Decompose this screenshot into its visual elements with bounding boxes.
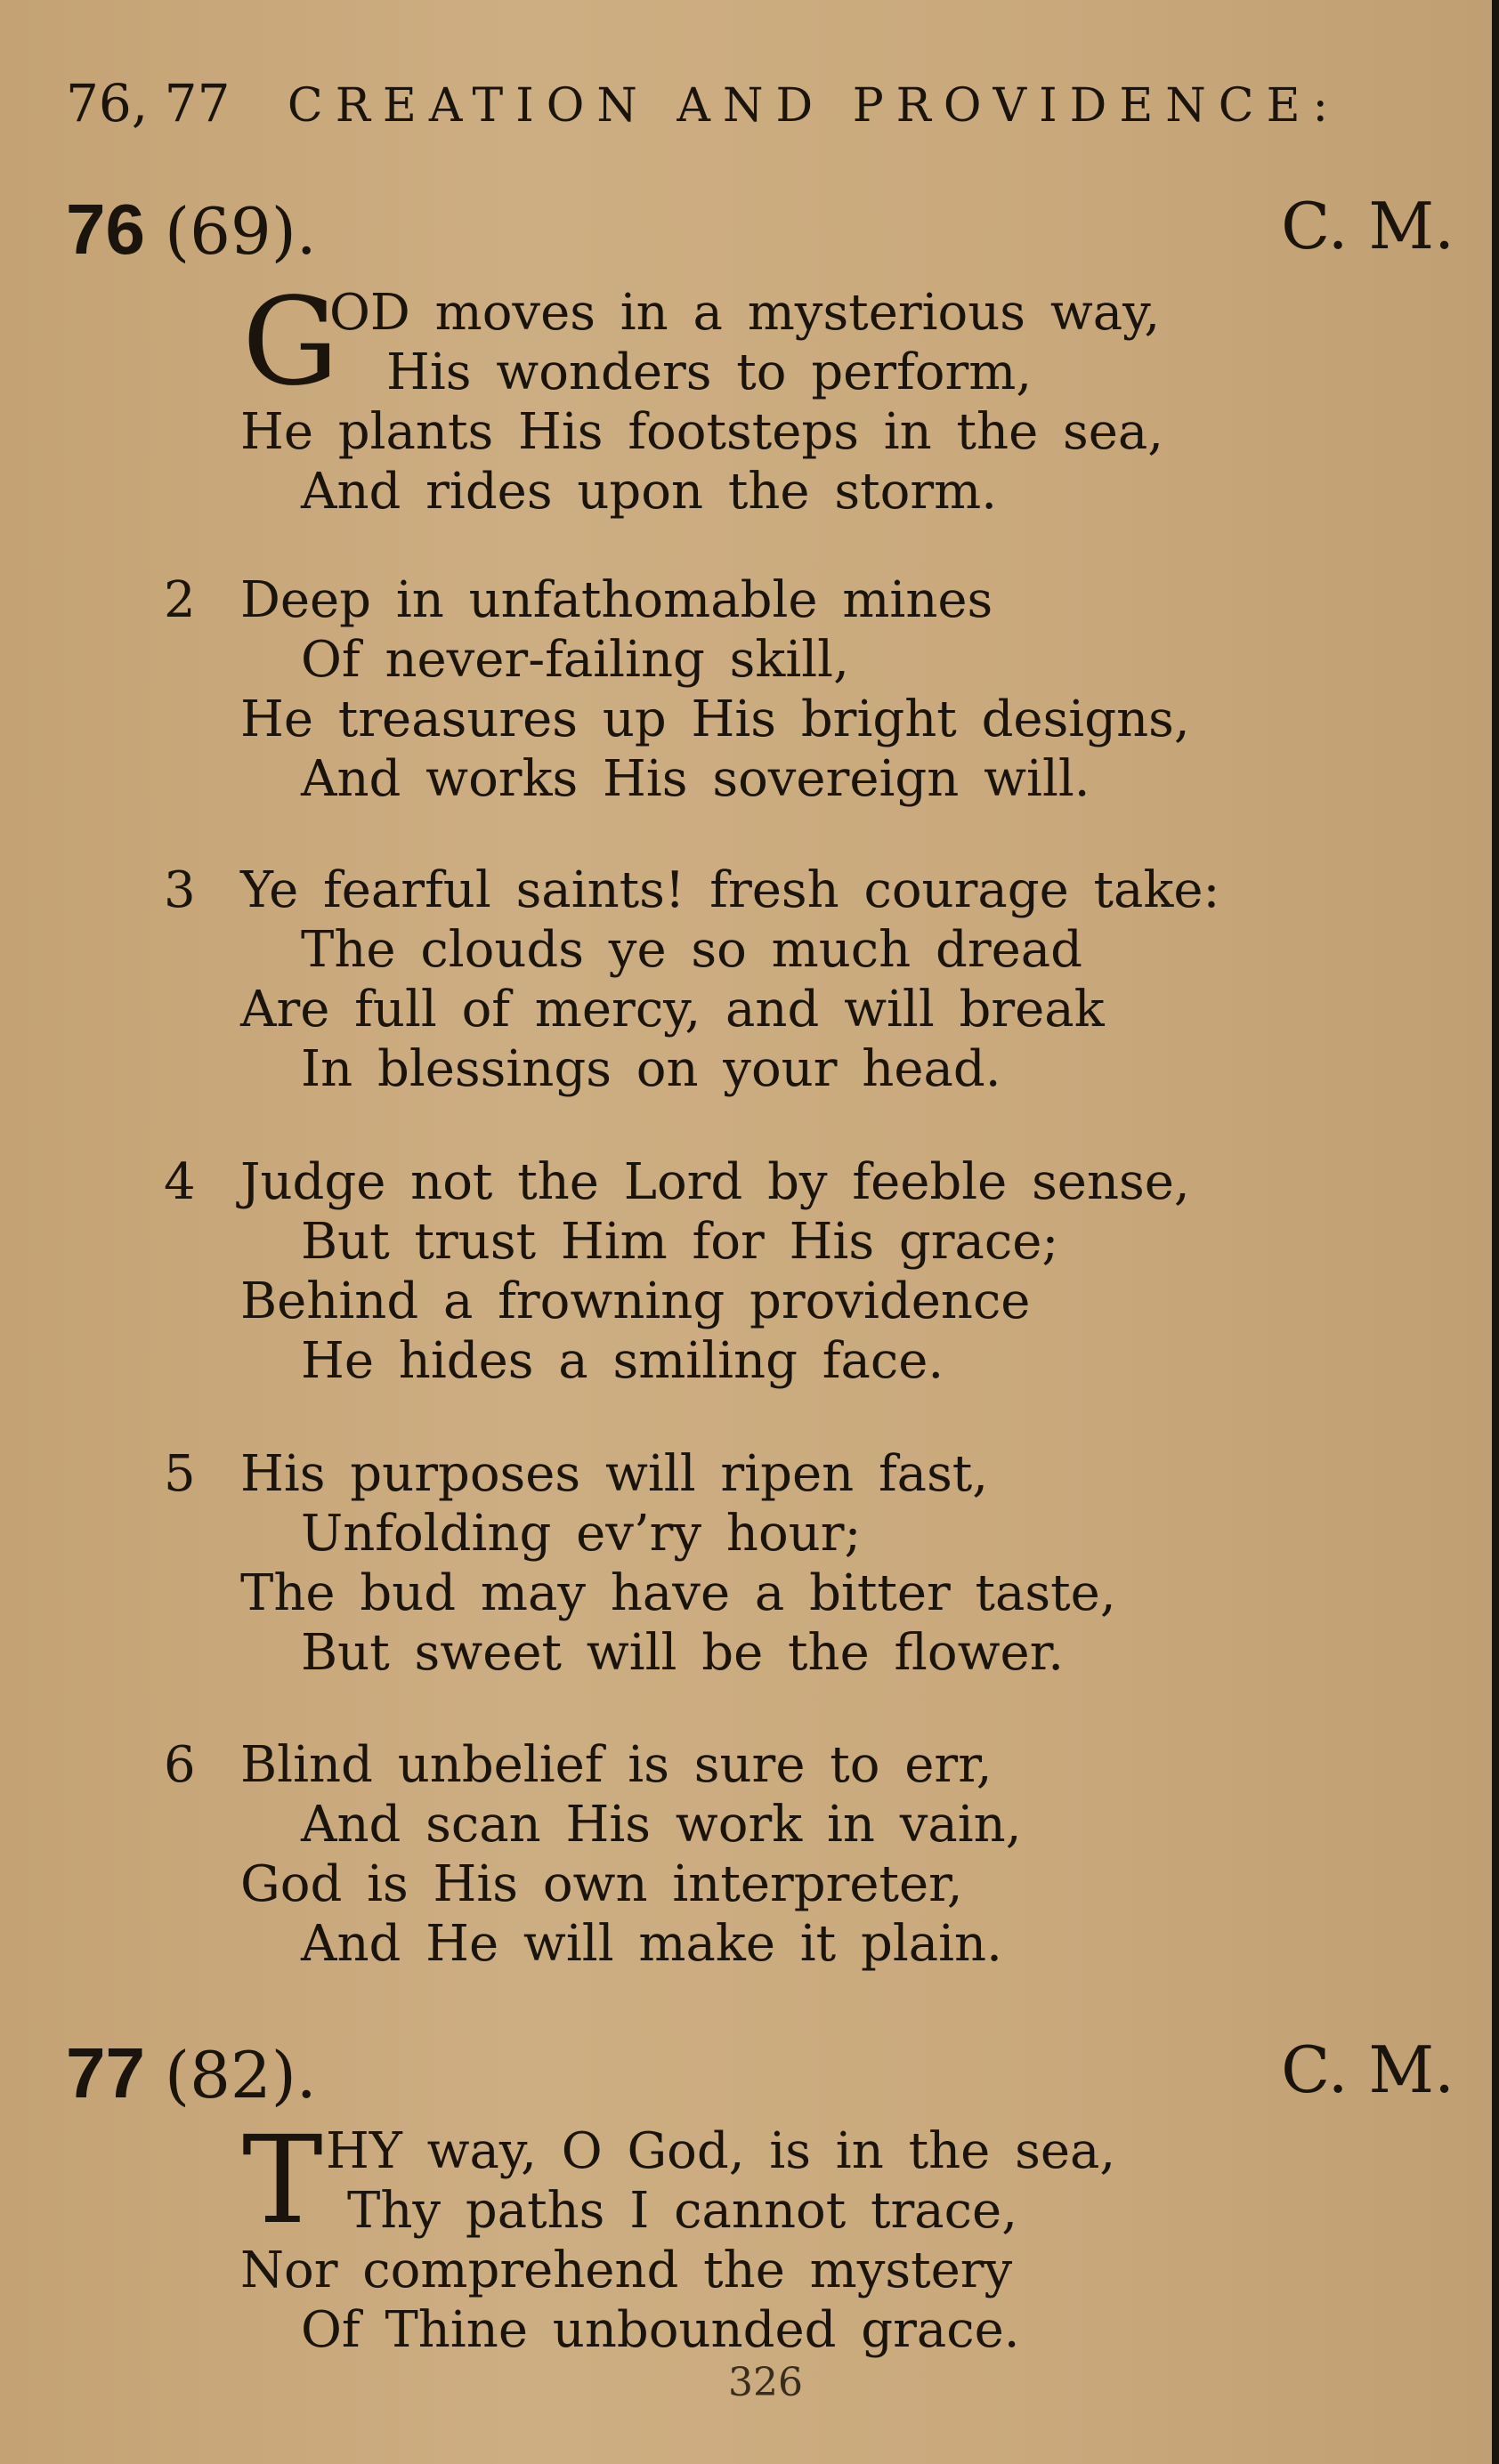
verse-line: The clouds ye so much dread — [301, 921, 1083, 979]
stanza-number: 2 — [164, 571, 196, 629]
verse-line: Unfolding ev’ry hour; — [301, 1505, 862, 1563]
verse-line: His wonders to perform, — [386, 343, 1033, 401]
verse-line: Judge not the Lord by feeble sense, — [240, 1153, 1190, 1211]
stanza-number: 6 — [164, 1736, 196, 1794]
hymn-header — [66, 2032, 1454, 2121]
stanza-2 — [164, 570, 1190, 809]
stanza-3 — [164, 860, 1220, 1099]
verse-line: Nor comprehend the mystery — [240, 2242, 1013, 2299]
verse-line: But sweet will be the flower. — [301, 1624, 1065, 1682]
verse-line: He plants His footsteps in the sea, — [240, 403, 1164, 461]
verse-line: God is His own interpreter, — [240, 1855, 963, 1913]
drop-cap: T — [242, 2111, 323, 2251]
verse-line: Of Thine unbounded grace. — [301, 2301, 1020, 2359]
verse-line: Ye fearful saints! fresh courage take: — [240, 861, 1220, 919]
verse-line: Blind unbelief is sure to err, — [240, 1736, 993, 1794]
verse-line: And scan His work in vain, — [301, 1796, 1022, 1854]
drop-cap: G — [242, 272, 339, 413]
stanza-number: 5 — [164, 1445, 196, 1503]
hymn-number: 76 — [66, 190, 145, 269]
hymn-header — [66, 189, 1454, 278]
stanza-1 — [240, 2111, 1116, 2360]
page-edge — [1492, 0, 1499, 2464]
hymn-meter: C. M. — [1281, 2032, 1454, 2107]
stanza-1 — [240, 272, 1164, 521]
verse-line: Behind a frowning providence — [240, 1272, 1031, 1330]
verse-line: And He will make it plain. — [301, 1915, 1002, 1973]
running-head-numbers: 76, 77 — [66, 73, 231, 133]
verse-line: His purposes will ripen fast, — [240, 1445, 989, 1503]
verse-line: In blessings on your head. — [301, 1040, 1001, 1098]
running-head — [66, 73, 1341, 133]
stanza-6 — [164, 1735, 1022, 1974]
hymn-number: 77 — [66, 2033, 145, 2113]
verse-line: OD moves in a mysterious way, — [329, 284, 1161, 342]
running-head-title: CREATION AND PROVIDENCE: — [287, 79, 1341, 133]
verse-line: And works His sovereign will. — [301, 750, 1090, 808]
verse-line: He treasures up His bright designs, — [240, 691, 1190, 748]
verse-line: Are full of mercy, and will break — [240, 981, 1105, 1038]
stanza-number: 3 — [164, 861, 196, 919]
hymn-meter: C. M. — [1281, 189, 1454, 263]
hymn-alt-number: (82). — [164, 2038, 317, 2113]
stanza-5 — [164, 1444, 1116, 1683]
verse-line: Deep in unfathomable mines — [240, 571, 993, 629]
stanza-number: 4 — [164, 1153, 196, 1211]
verse-line: And rides upon the storm. — [301, 463, 997, 521]
page-number: 326 — [728, 2360, 803, 2405]
stanza-4 — [164, 1152, 1190, 1391]
verse-line: Of never-failing skill, — [301, 631, 849, 689]
hymn-alt-number: (69). — [164, 194, 317, 269]
verse-line: But trust Him for His grace; — [301, 1213, 1059, 1271]
verse-line: HY way, O God, is in the sea, — [326, 2122, 1116, 2180]
verse-line: The bud may have a bitter taste, — [240, 1564, 1116, 1622]
verse-line: Thy paths I cannot trace, — [347, 2182, 1017, 2240]
verse-line: He hides a smiling face. — [301, 1332, 944, 1390]
